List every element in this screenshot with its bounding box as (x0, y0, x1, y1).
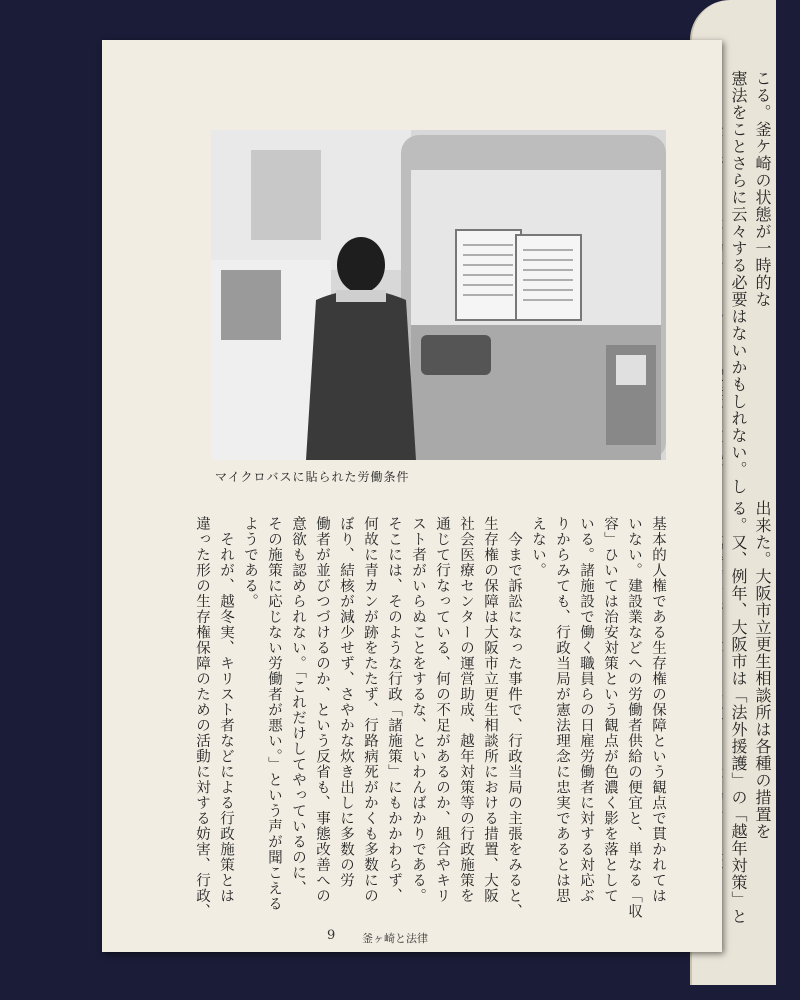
text-column-8: 生存権の保障は大阪市立更生相談所における措置、大阪 (482, 516, 498, 904)
chapter-title: 釜ヶ崎と法律 (362, 932, 428, 945)
text-column-1: 基本的人権である生存権の保障という観点で貫かれては (650, 516, 666, 904)
text-column-19: それが、越冬実、キリスト者などによる行政施策とは (218, 516, 234, 904)
text-column-14: ぼり、結核が減少せず、さやかな炊き出しに多数の労 (338, 516, 354, 888)
text-column-11: スト者がいらぬことをするな、といわんばかりである。 (410, 516, 426, 904)
text-column-16: 意欲も認められない。「これだけしてやっているのに、 (290, 516, 306, 897)
text-column-5: りからみても、行政当局が憲法理念に忠実であるとは思 (554, 516, 570, 904)
facing-text-col-1: こる。釜ケ崎の状態が一時的な (753, 70, 772, 308)
facing-text-col-5: 出来た。大阪市立更生相談所は各種の措置を (753, 500, 772, 840)
facing-text-col-2: 憲法をことさらに云々する必要はないかもしれない。し (729, 70, 748, 495)
facing-text-col-6: る。又、例年、大阪市は「法外援護」の「越年対策」と (729, 500, 748, 925)
photo-illustration (211, 130, 666, 460)
text-column-12: そこには、そのような行政「諸施策」にもかかわらず、 (386, 516, 402, 904)
text-column-6: えない。 (530, 516, 546, 578)
text-column-7: 今まで訴訟になった事件で、行政当局の主張をみると、 (506, 516, 522, 919)
text-column-20: 違った形の生存権保障のための活動に対する妨害、行政、 (194, 516, 210, 919)
text-column-3: 容」ひいては治安対策という観点が色濃く影を落として (602, 516, 618, 904)
book-page (102, 40, 722, 952)
text-column-18: ようである。 (242, 516, 258, 609)
text-column-13: 何故に青カンが跡をたたず、行路病死がかくも多数にの (362, 516, 378, 904)
photo-caption: マイクロバスに貼られた労働条件 (215, 470, 410, 484)
page-number: 9 (327, 928, 336, 943)
text-column-9: 社会医療センターの運営助成、越年対策等の行政施策を (458, 516, 474, 904)
text-column-2: いない。建設業などへの労働者供給の便宜と、単なる「収 (626, 516, 642, 919)
bus-photo (211, 130, 666, 460)
text-column-4: いる。諸施設で働く職員らの日雇労働者に対する対応ぶ (578, 516, 594, 904)
text-column-10: 通じて行なっている、何の不足があるのか、組合やキリ (434, 516, 450, 904)
text-column-17: その施策に応じない労働者が悪い。」という声が聞こえる (266, 516, 282, 912)
text-column-15: 働者が並びつづけるのか、という反省も、事態改善への (314, 516, 330, 904)
